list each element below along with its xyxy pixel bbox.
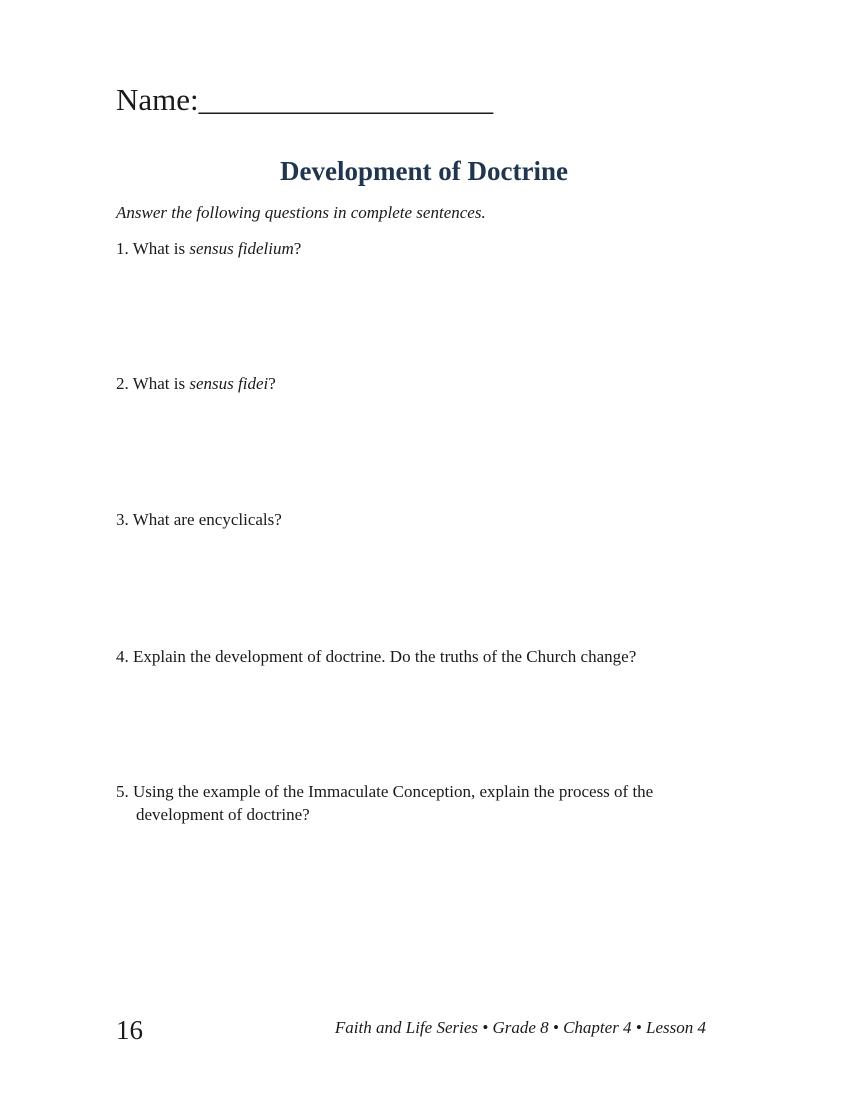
question-1-suffix: ? <box>293 239 302 258</box>
instructions: Answer the following questions in complete sentences. <box>116 203 486 222</box>
question-2-suffix: ? <box>268 374 276 393</box>
question-2-prefix: 2. What is <box>116 374 190 393</box>
question-2 <box>116 372 736 395</box>
question-1-term: sensus fidelium <box>189 239 294 258</box>
question-3: 3. What are encyclicals? <box>116 510 282 529</box>
worksheet-title: Development of Doctrine <box>280 156 568 186</box>
question-4: 4. Explain the development of doctrine. Do the truths of the Church change? <box>116 647 637 666</box>
question-1-prefix: 1. What is <box>116 239 190 258</box>
series-footer: Faith and Life Series • Grade 8 • Chapter 4 • Lesson 4 <box>334 1018 706 1037</box>
question-5-line-1: 5. Using the example of the Immaculate Conception, explain the process of the <box>116 782 654 801</box>
page-number: 16 <box>116 1015 143 1045</box>
question-1 <box>116 237 736 260</box>
question-5-line-2: development of doctrine? <box>136 805 310 824</box>
name-field-label: Name:___________________ <box>116 82 494 117</box>
question-5 <box>116 780 736 826</box>
question-2-term: sensus fidei <box>189 374 269 393</box>
